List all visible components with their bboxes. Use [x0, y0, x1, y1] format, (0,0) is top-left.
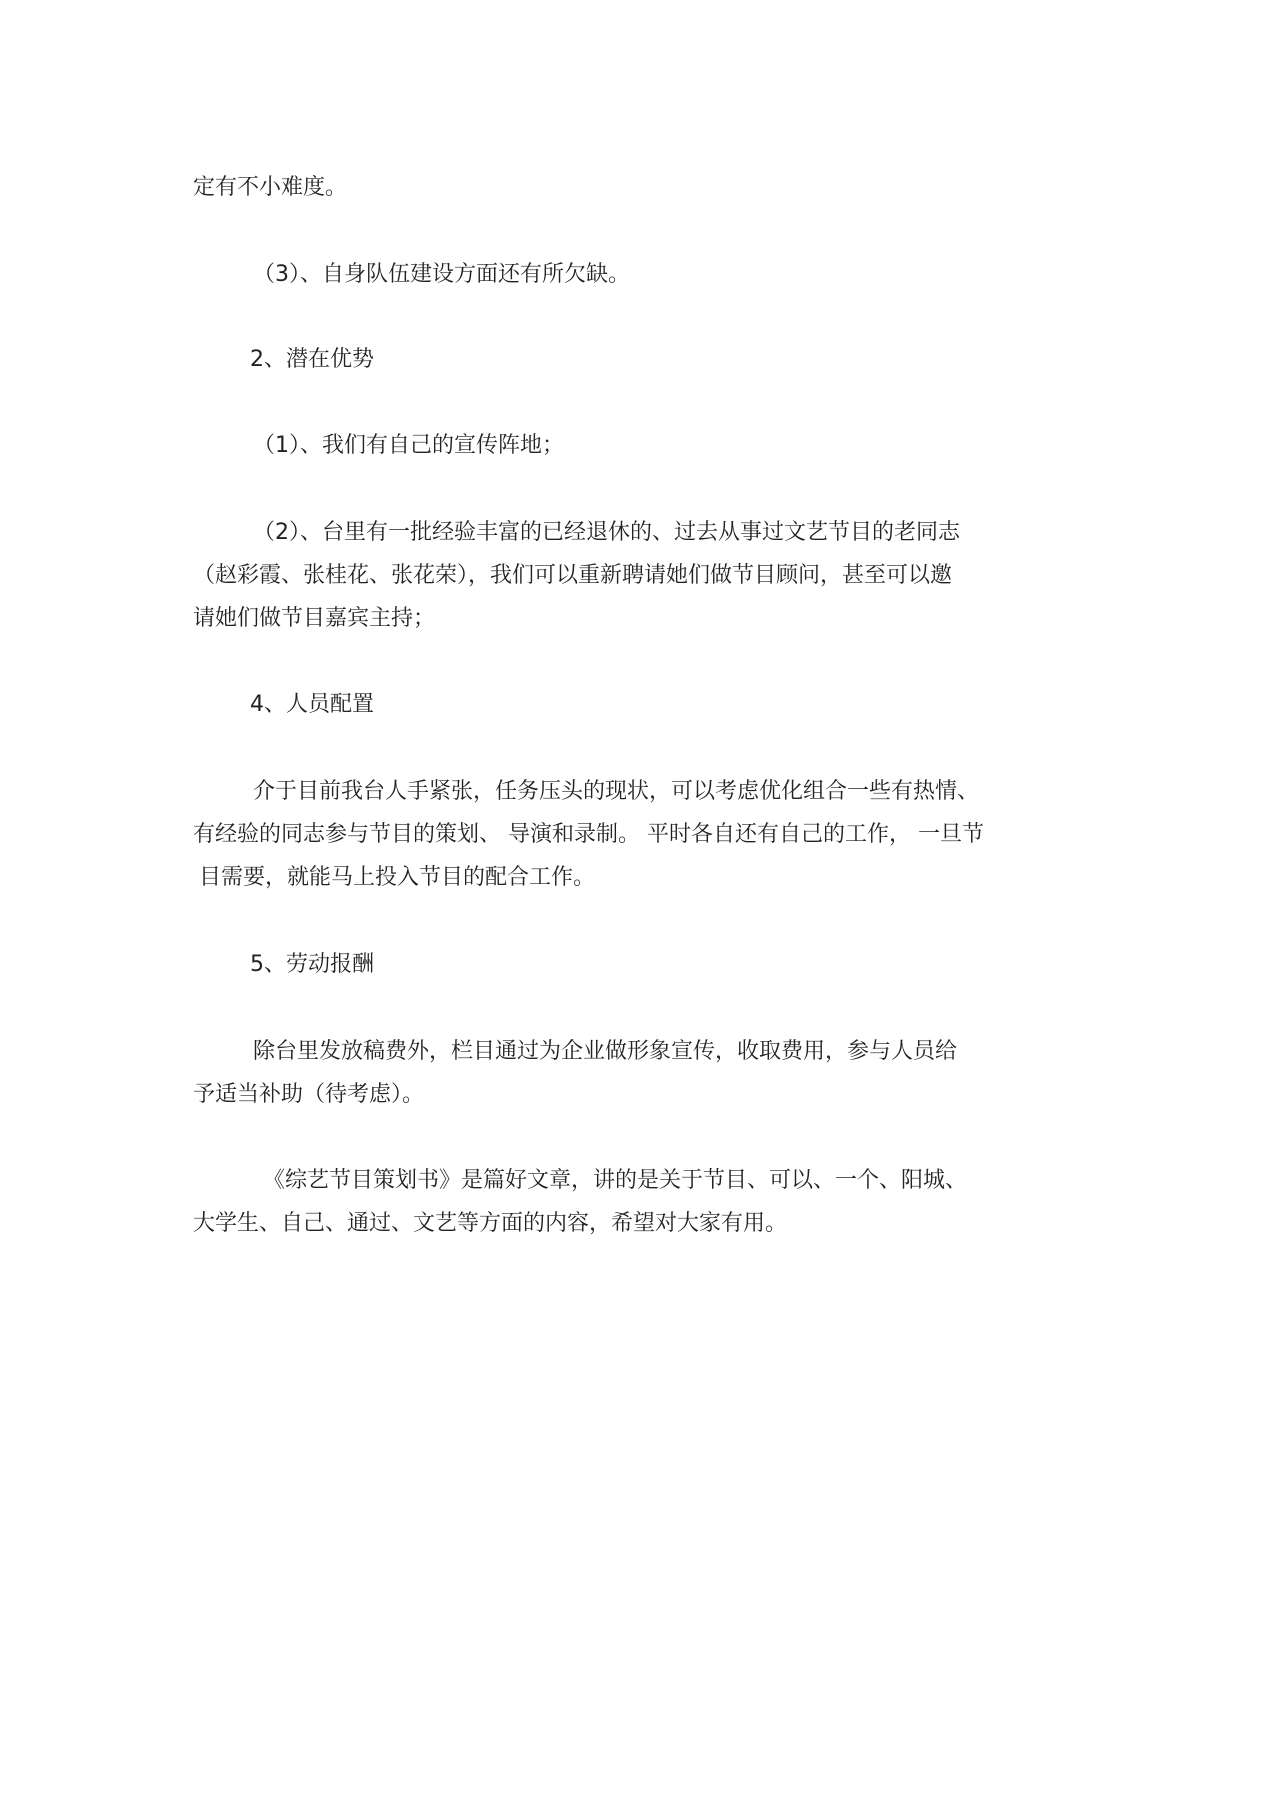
- text-line: 定有不小难度。: [193, 175, 348, 200]
- text-line: 请她们做节目嘉宾主持；: [193, 606, 436, 631]
- section-heading: 2、潜在优势: [250, 347, 374, 372]
- text-line: （3）、自身队伍建设方面还有所欠缺。: [253, 262, 630, 287]
- text-line: （2）、台里有一批经验丰富的已经退休的、过去从事过文艺节目的老同志: [253, 520, 960, 545]
- text-line: 予适当补助（待考虑）。: [193, 1082, 425, 1107]
- section-heading: 4、人员配置: [250, 692, 374, 717]
- text-line: 介于目前我台人手紧张，任务压头的现状，可以考虑优化组合一些有热情、: [253, 779, 980, 804]
- text-line: 除台里发放稿费外，栏目通过为企业做形象宣传，收取费用，参与人员给: [253, 1039, 958, 1064]
- text-line: （1）、我们有自己的宣传阵地；: [253, 433, 564, 458]
- text-line: 《综艺节目策划书》是篇好文章，讲的是关于节目、可以、一个、阳城、: [263, 1168, 968, 1193]
- text-line: 大学生、自己、通过、文艺等方面的内容，希望对大家有用。: [193, 1211, 788, 1236]
- section-heading: 5、劳动报酬: [250, 952, 374, 977]
- text-line: 有经验的同志参与节目的策划、 导演和录制。 平时各自还有自己的工作， 一旦节: [193, 822, 984, 847]
- text-line: 目需要，就能马上投入节目的配合工作。: [199, 865, 596, 890]
- text-line: （赵彩霞、张桂花、张花荣），我们可以重新聘请她们做节目顾问，甚至可以邀: [193, 563, 953, 588]
